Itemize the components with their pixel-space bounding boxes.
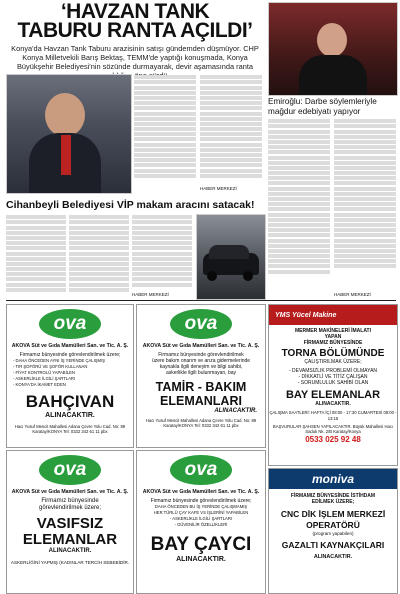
main-headline [6, 2, 264, 40]
ad1-line-0: Firmamız bünyesinde görevlendirilmek üzere; [19, 352, 121, 358]
job-ad-yms [268, 304, 398, 466]
ad3-subtitle: ALINACAKTIR. [48, 548, 92, 554]
ad4-subtitle: ALINACAKTIR. [176, 556, 226, 563]
ad3-line-0: Firmamız bünyesinde [41, 498, 99, 504]
section-divider [6, 300, 396, 301]
main-headline-line2: TABURU RANTA AÇILDI’ [17, 19, 253, 42]
car-photo [196, 214, 266, 300]
yms-line-1: YAPAN [324, 334, 342, 340]
job-ad-vasifsiz [6, 450, 134, 594]
ad4-line-1: DAHA ÖNCEDEN BU İŞ YERİNDE ÇALIŞMAMIŞ [154, 504, 248, 509]
ad1-subtitle: ALINACAKTIR. [45, 412, 95, 419]
ad4-company: AKOVA Süt ve Gıda Mamülleri San. ve Tic. A. Ş. [142, 489, 260, 495]
ad1-address: Hacı Yusuf Mescit Mahallesi Adana Çevre Yolu Cad. No: 89 Karatay/KONYA Tel: 0332 342 61 11 pbx [14, 424, 126, 434]
sidebar-column-2 [334, 118, 396, 290]
ad2-subtitle: ALINACAKTIR. [214, 408, 257, 414]
second-story-column-3 [132, 214, 192, 296]
ova-logo: ova [170, 309, 232, 339]
moniva-note: (program yapabilen) [312, 531, 354, 536]
yms-line-0: MERMER MAKİNELERİ İMALATI [294, 328, 371, 334]
ad2-address: Hacı Yusuf Mescit Mahallesi Adana Çevre Yolu Cad. No: 89 Karatay/KONYA Tel: 0332 342 61 11 pbx [145, 418, 257, 428]
yms-req-2: - SORUMLULUK SAHİBİ OLAN [297, 380, 369, 386]
ova-logo: ova [170, 455, 232, 485]
ad1-company: AKOVA Süt ve Gıda Mamülleri San. ve Tic. A. Ş. [11, 343, 129, 349]
yms-company: YMS Yücel Makine [275, 311, 337, 319]
job-ad-tamir-bakim [136, 304, 266, 448]
ad2-line-1: üzere bakım onarım ve arıza gidermelerinde [151, 358, 251, 364]
job-ad-moniva [268, 468, 398, 594]
yms-hours: ÇALIŞMA SAATLERİ: HAFTA İÇİ 08:00 - 17:30 CUMARTESİ 08:00 - 13:15 [269, 410, 397, 421]
ad3-line-1: görevlendirilmek üzere; [38, 505, 102, 511]
yms-department: TORNA BÖLÜMÜNDE [281, 348, 385, 359]
ad4-position: BAY ÇAYCI [150, 534, 252, 555]
yms-sub: ÇALIŞTIRILMAK ÜZERE; [304, 359, 362, 365]
second-story-column-2 [69, 214, 129, 296]
main-story-column-2 [200, 74, 262, 184]
ad4-line-3: - ASKERLİKLE İLGİLİ ŞARTLARI [169, 516, 233, 521]
job-ad-bahcivan [6, 304, 134, 448]
ad2-company: AKOVA Süt ve Gıda Mamülleri San. ve Tic. A. Ş. [142, 343, 260, 349]
ad2-line-2: kaynakla ilgili deneyim ve bilgi sahibi, [159, 364, 243, 370]
second-story-column-1 [6, 214, 66, 296]
sidebar-photo [268, 2, 398, 96]
yms-req-0: - DEVAMSIZLIK PROBLEMİ OLMAYAN [288, 368, 378, 374]
second-headline: Cihanbeyli Belediyesi VİP makam aracını satacak! [6, 199, 255, 211]
job-ad-bay-cayci [136, 450, 266, 594]
moniva-line-1: EDİLMEK ÜZERE; [311, 499, 355, 505]
yms-phone: 0533 025 92 48 [305, 435, 361, 444]
moniva-line-0: FİRMAMIZ BÜNYESİNDE İSTİHDAM [290, 493, 376, 499]
moniva-subtitle: ALINACAKTIR. [313, 554, 353, 560]
ad1-line-1: - DAHA ÖNCEDEN AYNI İŞ YERİNDE ÇALIŞMIŞ [13, 358, 105, 363]
yms-position: BAY ELEMANLAR [285, 389, 381, 401]
yms-logo-bar [269, 305, 397, 325]
ad1-position: BAHÇIVAN [25, 392, 115, 411]
ad2-line-3: askerlikle ilgili bulunmayan, bay [165, 370, 237, 376]
main-byline: HABER MERKEZİ [200, 186, 237, 191]
sidebar-column-1 [268, 118, 330, 290]
moniva-logo-bar [269, 469, 397, 489]
moniva-logo: moniva [311, 472, 354, 486]
ad4-line-2: HER TÜRLÜ ÇAY KAFE VS İŞLERİNİ YAPABİLEN [153, 510, 249, 515]
ad3-position: VASIFSIZ ELEMANLAR [22, 515, 118, 548]
ad3-company: AKOVA Süt ve Gıda Mamülleri San. ve Tic. A. Ş. [11, 489, 129, 495]
yms-line-2: FİRMAMIZ BÜNYESİNDE [303, 340, 363, 346]
ad3-footer: ASKERLİĞİNİ YAPMIŞ (KADINLAR TERCİH SEBEBİDİR. [10, 560, 130, 565]
yms-contact: BAŞVURULAR ŞAHSEN YAPILACAKTIR. Büyük Mahallesi Hacı Saduk Nk. 2/B Karatay/Konya [272, 424, 394, 434]
main-story-photo [6, 74, 132, 194]
ad1-line-2: - TIR ŞOFÖRÜ VE ŞOFÖR KULLANAN [13, 364, 88, 369]
ad4-line-4: - GÜVENİLİR ÖZELLİKLERİ [174, 522, 228, 527]
main-headline-line1: ‘HAVZAN TANK [60, 0, 210, 23]
second-byline: HABER MERKEZİ [132, 292, 169, 297]
ad1-line-3: - FİYAT KONTROLÜ YAPABİLEN [13, 370, 75, 375]
main-deck: Konya'da Havzan Tank Taburu arazisinin satışı gündemden düşmüyor. CHP Konya Milletvekili Barış Bektaş, TEMM'de yaptığı konuşmada, Konya Büyükşehir Belediyesi'nin sözünde durmayarak, devir aşamasında ranta [11, 44, 259, 71]
moniva-position-1: GAZALTI KAYNAKÇILARI [281, 540, 385, 550]
sidebar-headline: Emiroğlu: Darbe söylemleriyle mağdur edebiyatı yapıyor [268, 97, 377, 116]
ad4-line-0: Firmamız bünyesinde görevlendirilmek üzere; [150, 498, 252, 504]
ova-logo: ova [39, 309, 101, 339]
sidebar-byline: HABER MERKEZİ [334, 292, 371, 297]
main-story-column-1 [134, 74, 196, 184]
yms-req-1: - DİKKATLİ VE TİTİZ ÇALIŞAN [298, 374, 368, 380]
ad2-position: TAMİR - BAKIM ELEMANLARI [155, 380, 247, 408]
moniva-position-0: CNC DİK İŞLEM MERKEZİ OPERATÖRÜ [280, 509, 386, 530]
ad2-line-0: Firmamız bünyesinde görevlendirilmek [158, 352, 244, 358]
ad1-line-5: - KONYA'DA İKAMET EDEN [13, 382, 66, 387]
ad1-line-4: - ASKERLİKLE İLGİLİ ŞARTLARI [13, 376, 76, 381]
yms-subtitle: ALINACAKTIR. [315, 401, 351, 407]
ova-logo: ova [39, 455, 101, 485]
